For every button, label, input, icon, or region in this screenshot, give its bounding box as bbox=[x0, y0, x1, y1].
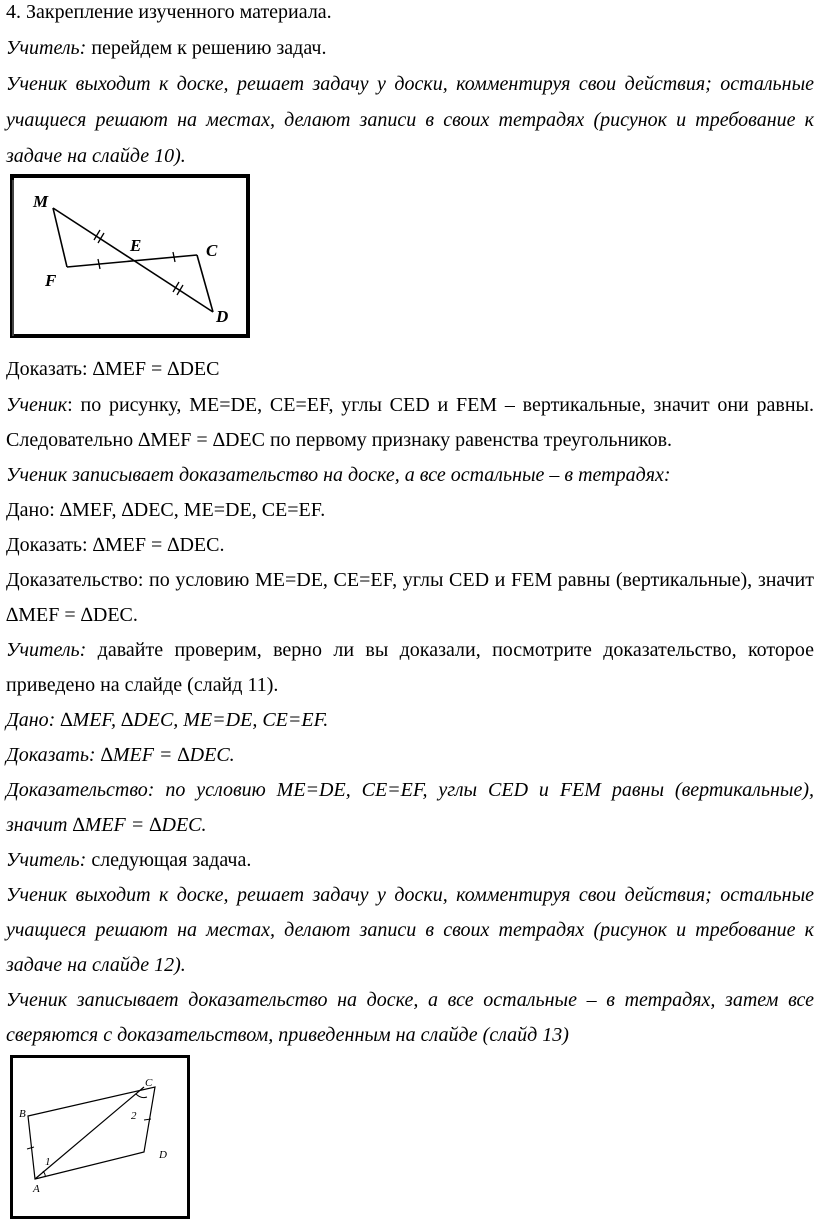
teacher-remark-text: давайте проверим, верно ли вы доказали, посмотрите доказательство, которое bbox=[86, 639, 814, 661]
angle-label-1: 1 bbox=[45, 1156, 51, 1168]
student-writes-note: Ученик записывает доказательство на доске, а все остальные – в тетрадях: bbox=[6, 464, 671, 486]
speaker-teacher: Учитель: bbox=[6, 37, 87, 59]
given-statement: Дано: ∆MEF, ∆DEC, ME=DE, CE=EF. bbox=[6, 499, 326, 521]
label-e: E bbox=[130, 236, 142, 255]
teacher-remark-text: следующая задача. bbox=[86, 849, 252, 871]
prove-statement-italic: Доказать: ∆MEF = ∆DEC. bbox=[6, 744, 235, 766]
label-b: B bbox=[19, 1108, 26, 1120]
label-a: A bbox=[33, 1183, 40, 1195]
student-answer-line bbox=[6, 393, 814, 417]
angle-label-2: 2 bbox=[131, 1110, 137, 1122]
teacher-remark-1 bbox=[6, 36, 814, 60]
speaker-teacher: Учитель: bbox=[6, 639, 87, 661]
paragraph-line: задаче на слайде 12). bbox=[6, 954, 186, 976]
prove-statement-1: Доказать: ∆MEF = ∆DEC bbox=[6, 358, 220, 380]
paragraph-line: Ученик выходит к доске, решает задачу у доски, комментируя свои действия; остальные bbox=[6, 884, 814, 906]
proof-line-italic: значит ∆MEF = ∆DEC. bbox=[6, 814, 207, 836]
paragraph-line: сверяются с доказательством, приведенным на слайде (слайд 13) bbox=[6, 1024, 569, 1046]
label-f: F bbox=[45, 271, 57, 290]
paragraph-line: учащиеся решают на местах, делают записи в своих тетрадях (рисунок и требование к bbox=[6, 919, 814, 941]
label-d: D bbox=[216, 307, 229, 326]
proof-line-italic: Доказательство: по условию ME=DE, CE=EF, углы CED и FEM равны (вертикальные), bbox=[6, 779, 814, 801]
teacher-remark-3 bbox=[6, 848, 814, 872]
speaker-teacher: Учитель: bbox=[6, 849, 87, 871]
student-answer-text: : по рисунку, ME=DE, CE=EF, углы CED и FEM – вертикальные, значит они равны. bbox=[67, 394, 814, 416]
label-c: C bbox=[145, 1077, 153, 1089]
section-title: 4. Закрепление изученного материала. bbox=[6, 1, 332, 23]
student-answer-line-2: Следовательно ∆MEF = ∆DEC по первому признаку равенства треугольников. bbox=[6, 429, 673, 451]
label-c: C bbox=[206, 241, 218, 260]
proof-line: ∆MEF = ∆DEC. bbox=[6, 604, 138, 626]
figure-triangles-mef-dec bbox=[10, 174, 252, 340]
prove-statement-2: Доказать: ∆MEF = ∆DEC. bbox=[6, 534, 225, 556]
paragraph-line: Ученик выходит к доске, решает задачу у доски, комментируя свои действия; остальные bbox=[6, 73, 814, 95]
given-statement-italic: Дано: ∆MEF, ∆DEC, ME=DE, CE=EF. bbox=[6, 709, 329, 731]
figure-quadrilateral-abcd bbox=[10, 1055, 190, 1219]
teacher-remark-2 bbox=[6, 638, 814, 662]
teacher-remark-2-line-2: приведено на слайде (слайд 11). bbox=[6, 674, 279, 696]
speaker-student: Ученик bbox=[6, 394, 68, 416]
label-d: D bbox=[159, 1149, 167, 1161]
paragraph-line: Ученик записывает доказательство на доске, а все остальные – в тетрадях, затем все bbox=[6, 989, 814, 1011]
paragraph-line: учащиеся решают на местах, делают записи в своих тетрадях (рисунок и требование к bbox=[6, 109, 814, 131]
teacher-remark-text: перейдем к решению задач. bbox=[86, 37, 327, 59]
paragraph-line: задаче на слайде 10). bbox=[6, 145, 186, 167]
proof-line: Доказательство: по условию ME=DE, CE=EF, углы CED и FEM равны (вертикальные), значит bbox=[6, 569, 814, 591]
label-m: M bbox=[33, 192, 49, 211]
